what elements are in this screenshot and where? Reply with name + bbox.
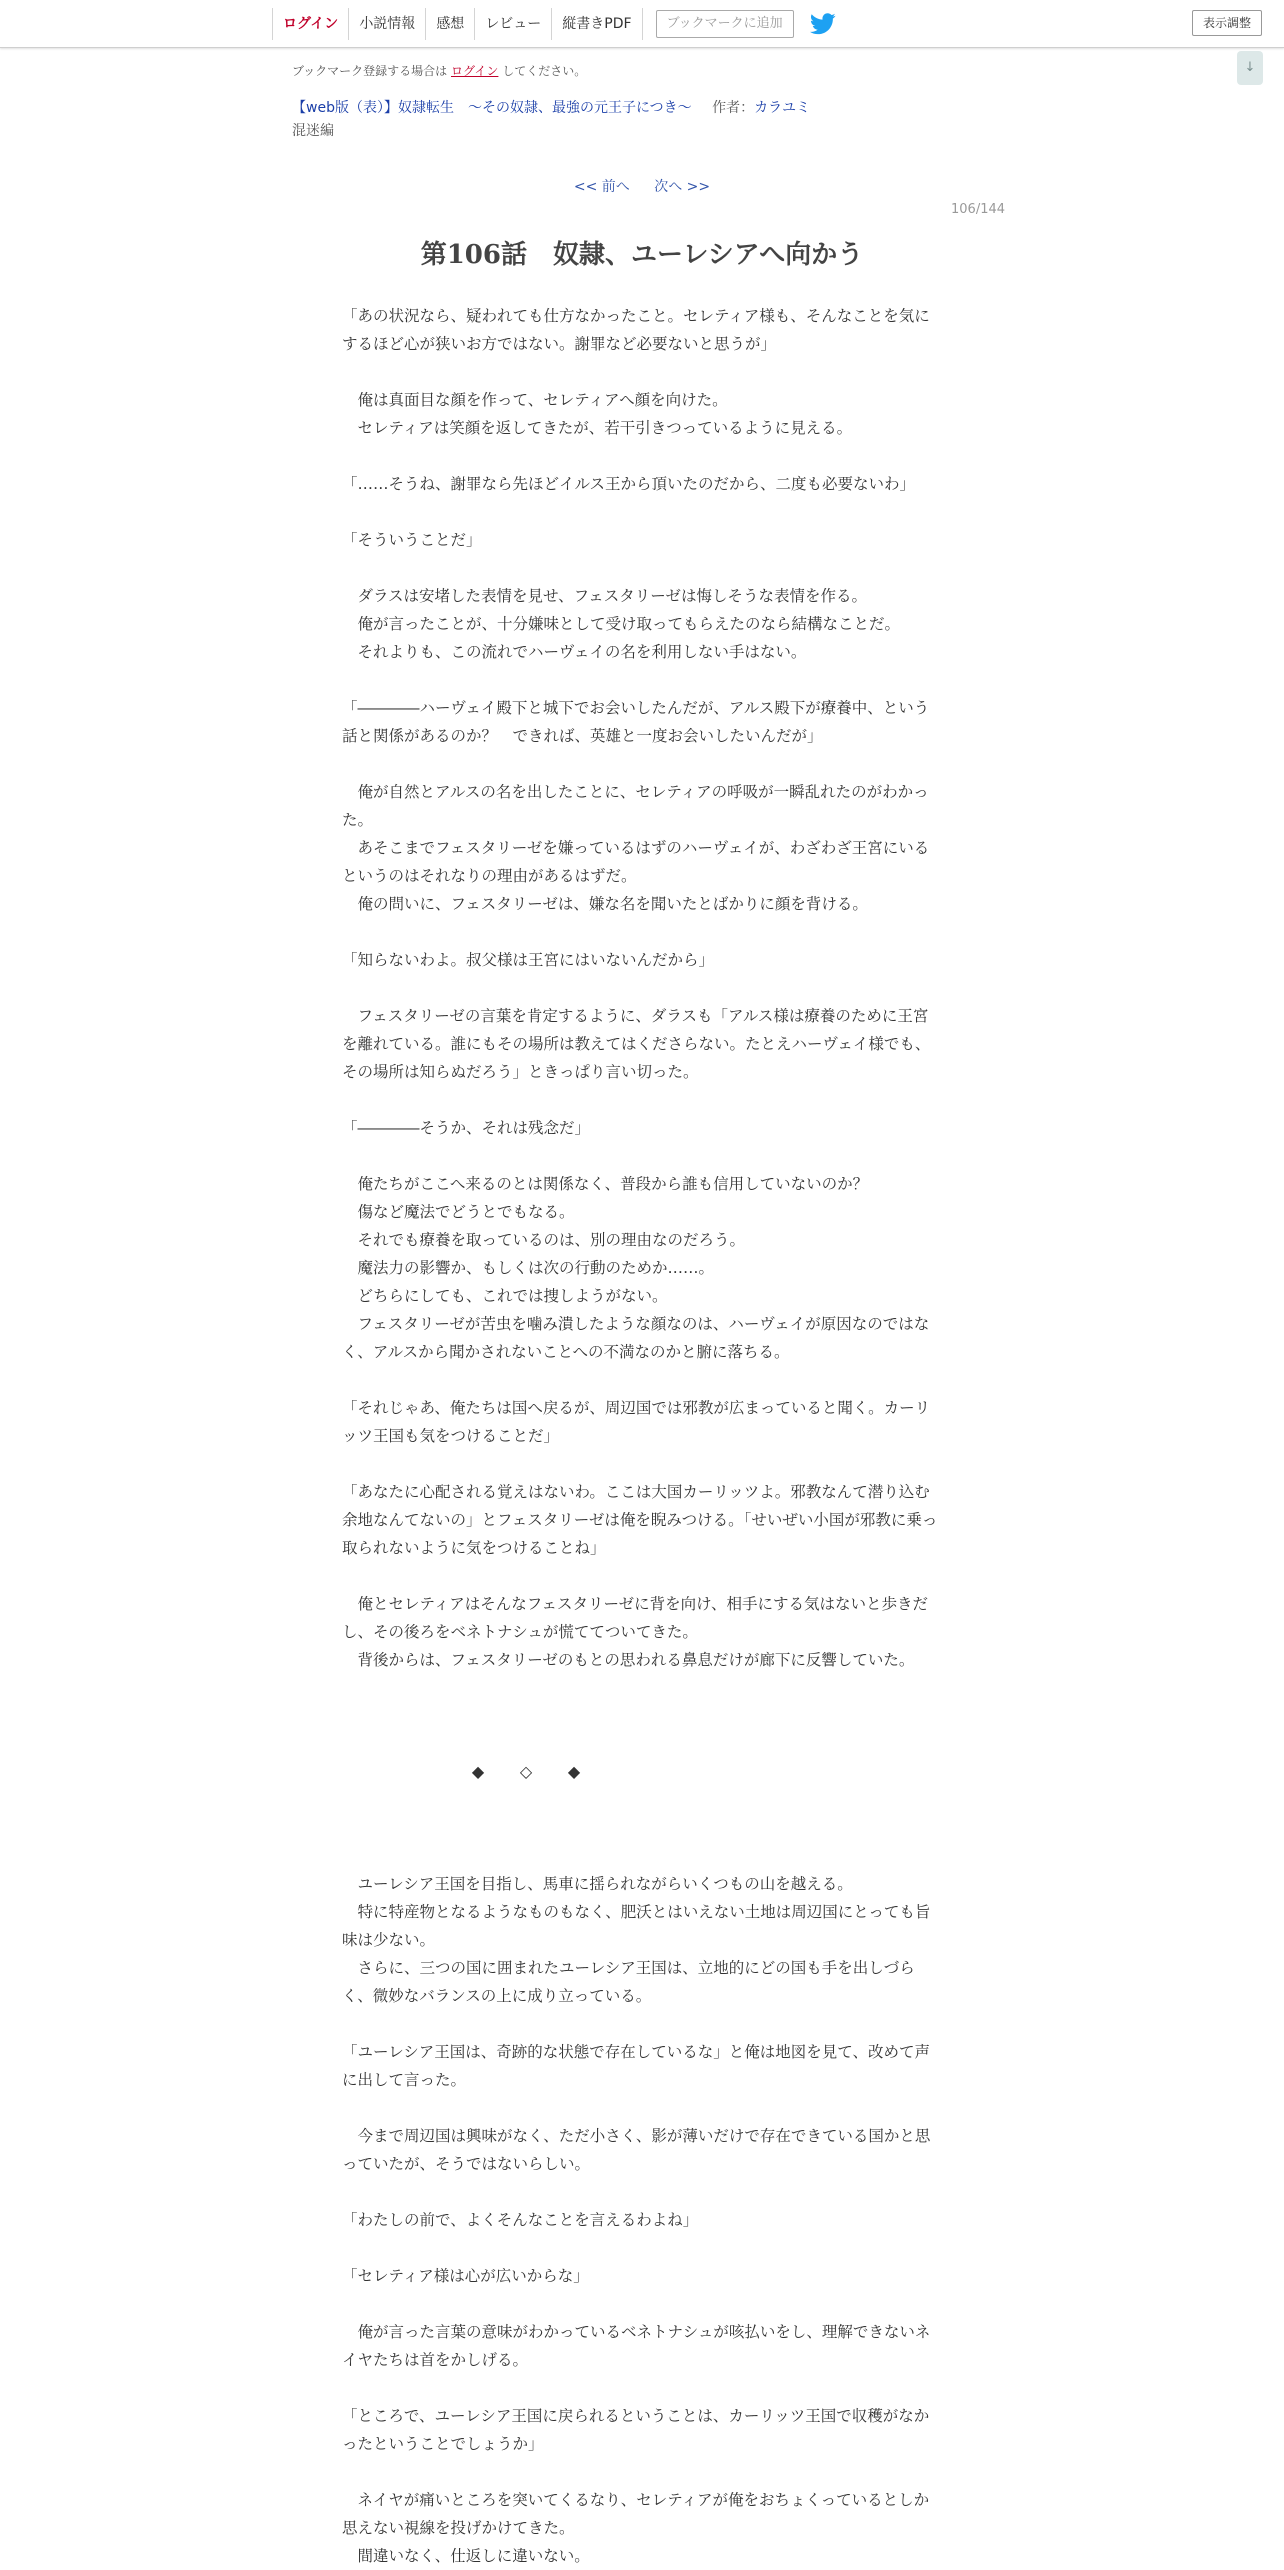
add-bookmark-button[interactable]: ブックマークに追加 xyxy=(656,10,794,38)
blank-line xyxy=(342,2178,942,2206)
blank-line xyxy=(342,918,942,946)
paragraph: 「――――ハーヴェイ殿下と城下でお会いしたんだが、アルス殿下が療養中、という話と関係があるのか？ できれば、英雄と一度お会いしたいんだが」 xyxy=(342,699,930,745)
blank-line xyxy=(342,2458,942,2486)
paragraph: 「あなたに心配される覚えはないわ。ここは大国カーリッツよ。邪教なんて潜り込む余地なんてないの」とフェスタリーゼは俺を睨みつける。「せいぜい小国が邪教に乗っ取られないように気をつけることね」 xyxy=(342,1483,938,1557)
paragraph: 「ところで、ユーレシア王国に戻られるということは、カーリッツ王国で収穫がなかったということでしょうか」 xyxy=(342,2407,930,2453)
author-label: 作者： xyxy=(712,100,755,116)
blank-line xyxy=(342,554,942,582)
blank-line xyxy=(342,1562,942,1590)
separator-mark: ◆ xyxy=(471,1762,485,1781)
paragraph: 俺が自然とアルスの名を出したことに、セレティアの呼吸が一瞬乱れたのがわかった。 xyxy=(342,783,929,829)
nav-impressions[interactable]: 感想 xyxy=(425,8,474,40)
top-nav xyxy=(272,8,836,40)
paragraph: ネイヤが痛いところを突いてくるなり、セレティアが俺をおちょくっているとしか思えない視線を投げかけてきた。 xyxy=(342,2491,930,2537)
paragraph: 間違いなく、仕返しに違いない。 xyxy=(342,2547,590,2565)
top-header xyxy=(0,0,1284,48)
scroll-down-icon[interactable]: ↓ xyxy=(1237,51,1263,85)
blank-line xyxy=(342,666,942,694)
series-title-link[interactable]: 【web版（表）】奴隷転生 ～その奴隷、最強の元王子につき～ xyxy=(292,100,692,116)
paragraph: 特に特産物となるようなものもなく、肥沃とはいえない土地は周辺国にとっても旨味は少ない。 xyxy=(342,1903,931,1949)
paragraph: さらに、三つの国に囲まれたユーレシア王国は、立地的にどの国も手を出しづらく、微妙なバランスの上に成り立っている。 xyxy=(342,1959,915,2005)
bookmark-note xyxy=(292,62,586,79)
paragraph: 俺たちがここへ来るのとは関係なく、普段から誰も信用していないのか？ xyxy=(342,1175,869,1193)
paragraph: 俺が言った言葉の意味がわかっているベネトナシュが咳払いをし、理解できないネイヤたちは首をかしげる。 xyxy=(342,2323,931,2369)
scene-separator xyxy=(342,1674,942,1870)
pager xyxy=(0,176,1284,196)
blank-line xyxy=(342,2290,942,2318)
blank-line xyxy=(342,358,942,386)
paragraph: 今まで周辺国は興味がなく、ただ小さく、影が薄いだけで存在できている国かと思っていたが、そうではないらしい。 xyxy=(342,2127,931,2173)
paragraph: セレティアは笑顔を返してきたが、若干引きつっているように見える。 xyxy=(342,419,853,437)
arc-title: 混迷編 xyxy=(292,123,334,139)
paragraph: 傷など魔法でどうとでもなる。 xyxy=(342,1203,575,1221)
next-page-link[interactable]: 次へ >> xyxy=(654,179,711,195)
blank-line xyxy=(342,1086,942,1114)
paragraph: 魔法力の影響か、もしくは次の行動のためか……。 xyxy=(342,1259,715,1277)
nav-review[interactable]: レビュー xyxy=(474,8,551,40)
nav-login[interactable]: ログイン xyxy=(272,8,348,40)
paragraph: 「ユーレシア王国は、奇跡的な状態で存在しているな」と俺は地図を見て、改めて声に出して言った。 xyxy=(342,2043,930,2089)
blank-line xyxy=(342,2094,942,2122)
blank-line xyxy=(342,1450,942,1478)
bookmark-note-suffix: してください。 xyxy=(502,64,587,78)
paragraph: ユーレシア王国を目指し、馬車に揺られながらいくつもの山を越える。 xyxy=(342,1875,853,1893)
paragraph: 「――――そうか、それは残念だ」 xyxy=(342,1119,591,1137)
paragraph: 俺が言ったことが、十分嫌味として受け取ってもらえたのなら結構なことだ。 xyxy=(342,615,901,633)
bookmark-note-login-link[interactable]: ログイン xyxy=(451,64,499,78)
paragraph: どちらにしても、これでは捜しようがない。 xyxy=(342,1287,668,1305)
paragraph: 「……そうね、謝罪なら先ほどイルス王から頂いたのだから、二度も必要ないわ」 xyxy=(342,475,916,493)
bookmark-note-text: ブックマーク登録する場合は xyxy=(292,64,448,78)
blank-line xyxy=(342,750,942,778)
page-count: 106/144 xyxy=(951,202,1006,217)
paragraph: あそこまでフェスタリーゼを嫌っているはずのハーヴェイが、わざわざ王宮にいるというのはそれなりの理由があるはずだ。 xyxy=(342,839,930,885)
paragraph: 俺とセレティアはそんなフェスタリーゼに背を向け、相手にする気はないと歩きだし、その後ろをベネトナシュが慌ててついてきた。 xyxy=(342,1595,929,1641)
paragraph: 「それじゃあ、俺たちは国へ戻るが、周辺国では邪教が広まっていると聞く。カーリッツ王国も気をつけることだ」 xyxy=(342,1399,931,1445)
separator-mark: ◇ xyxy=(519,1762,533,1781)
series-info xyxy=(292,97,810,117)
separator-mark: ◆ xyxy=(567,1762,581,1781)
paragraph: フェスタリーゼが苦虫を噛み潰したような顔なのは、ハーヴェイが原因なのではなく、アルスから聞かされないことへの不満なのかと腑に落ちる。 xyxy=(342,1315,930,1361)
paragraph: 俺の問いに、フェスタリーゼは、嫌な名を聞いたとばかりに顔を背ける。 xyxy=(342,895,868,913)
chapter-title: 第106話 奴隷、ユーレシアへ向かう xyxy=(420,240,864,270)
paragraph: それよりも、この流れでハーヴェイの名を利用しない手はない。 xyxy=(342,643,807,661)
blank-line xyxy=(342,498,942,526)
nav-vertical-pdf[interactable]: 縦書きPDF xyxy=(551,8,642,40)
paragraph: 「あの状況なら、疑われても仕方なかったこと。セレティア様も、そんなことを気にするほど心が狭いお方ではない。謝罪など必要ないと思うが」 xyxy=(342,307,930,353)
blank-line xyxy=(342,2374,942,2402)
nav-novel-info[interactable]: 小説情報 xyxy=(348,8,425,40)
paragraph: 「わたしの前で、よくそんなことを言えるわよね」 xyxy=(342,2211,699,2229)
paragraph: 背後からは、フェスタリーゼのもとの思われる鼻息だけが廊下に反響していた。 xyxy=(342,1651,915,1669)
blank-line xyxy=(342,442,942,470)
prev-page-link[interactable]: << 前へ xyxy=(573,179,630,195)
paragraph: ダラスは安堵した表情を見せ、フェスタリーゼは悔しそうな表情を作る。 xyxy=(342,587,867,605)
paragraph: フェスタリーゼの言葉を肯定するように、ダラスも「アルス様は療養のために王宮を離れている。誰にもその場所は教えてはくださらない。たとえハーヴェイ様でも、その場所は知らぬだろう」ときっぱり言い切った。 xyxy=(342,1007,931,1081)
blank-line xyxy=(342,1366,942,1394)
paragraph: 「セレティア様は心が広いからな」 xyxy=(342,2267,589,2285)
paragraph: それでも療養を取っているのは、別の理由なのだろう。 xyxy=(342,1231,746,1249)
display-settings-button[interactable]: 表示調整 xyxy=(1192,10,1262,36)
author-link[interactable]: カラユミ xyxy=(754,100,811,116)
blank-line xyxy=(342,2234,942,2262)
paragraph: 「そういうことだ」 xyxy=(342,531,482,549)
blank-line xyxy=(342,974,942,1002)
blank-line xyxy=(342,2010,942,2038)
twitter-icon[interactable] xyxy=(810,13,836,35)
paragraph: 「知らないわよ。叔父様は王宮にはいないんだから」 xyxy=(342,951,715,969)
paragraph: 俺は真面目な顔を作って、セレティアへ顔を向けた。 xyxy=(342,391,728,409)
novel-body xyxy=(342,302,942,2570)
blank-line xyxy=(342,1142,942,1170)
